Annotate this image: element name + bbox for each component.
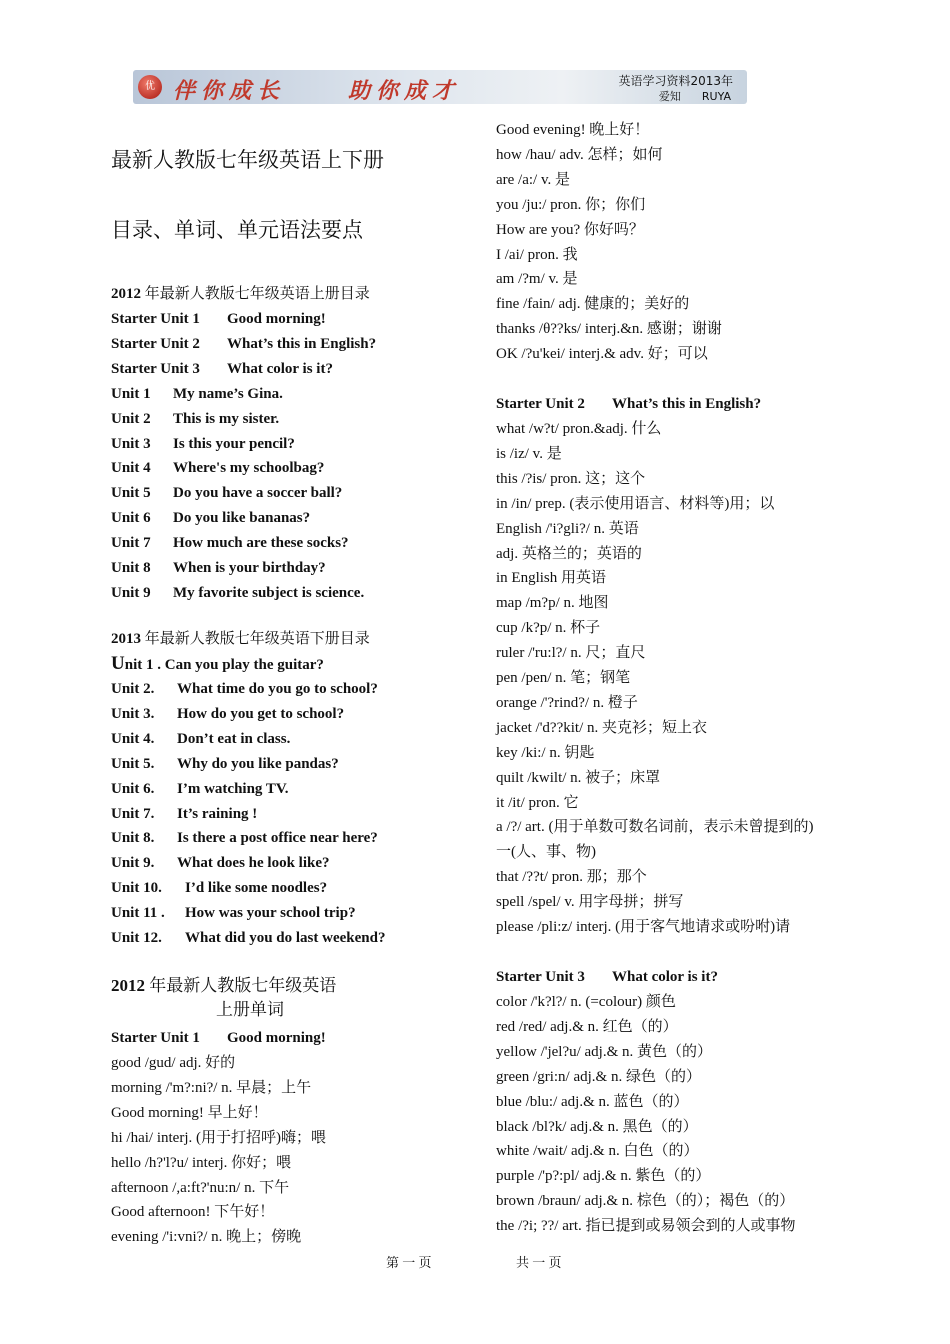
vocab-word: 一(人、事、物) <box>496 844 596 861</box>
toc2-title: How was your school trip? <box>185 905 356 922</box>
toc2-item <box>111 904 356 922</box>
toc1-item <box>111 584 364 602</box>
toc2-item <box>111 929 385 947</box>
vocab-word: color /'k?l?/ n. (=colour) 颜色 <box>496 994 676 1010</box>
toc2-item <box>111 805 257 823</box>
vocab-word: I /ai/ pron. 我 <box>496 246 578 263</box>
vocab-word: am /?m/ v. 是 <box>496 271 578 288</box>
su1-heading-unit: Starter Unit 1 <box>111 1030 200 1046</box>
toc2-unit: Unit 10. <box>111 880 162 897</box>
su1-heading-title: Good morning! <box>227 1030 326 1046</box>
header-banner <box>133 70 747 104</box>
vocab-word: white /wait/ adj.& n. 白色（的） <box>496 1143 699 1160</box>
vocab-word: the /?i; ??/ art. 指已提到或易领会到的人或事物 <box>496 1218 796 1235</box>
vocab-word: green /gri:n/ adj.& n. 绿色（的） <box>496 1068 701 1085</box>
toc1-heading <box>111 285 370 303</box>
toc2-item <box>111 854 330 872</box>
banner-info-line2: 爱知 RUYA <box>658 90 731 103</box>
vocab-word: Good evening! 晚上好！ <box>496 122 650 138</box>
vocab-word: it /it/ pron. 它 <box>496 794 579 811</box>
toc2-first-letter: U <box>111 653 125 674</box>
toc2-unit: Unit 5. <box>111 755 155 772</box>
toc2-item <box>111 655 324 674</box>
toc2-unit: Unit 2. <box>111 681 155 697</box>
toc1-item <box>111 484 342 502</box>
vocab-word: that /??t/ pron. 那；那个 <box>496 869 647 886</box>
su3-heading <box>496 968 718 986</box>
footer-total: 共 一 页 <box>516 1255 562 1270</box>
toc2-unit: Unit 12. <box>111 930 162 946</box>
vocab-word: black /bl?k/ adj.& n. 黑色（的） <box>496 1118 698 1135</box>
toc1-title: Is this your pencil? <box>173 435 295 452</box>
toc1-item <box>111 360 333 378</box>
toc2-unit: Unit 9. <box>111 855 155 872</box>
toc1-item <box>111 310 326 328</box>
toc1-title: What’s this in English? <box>227 335 377 352</box>
su3-heading-unit: Starter Unit 3 <box>496 969 585 985</box>
vocab-word: thanks /θ??ks/ interj.&n. 感谢；谢谢 <box>496 321 722 338</box>
toc2-unit: Unit 8. <box>111 830 155 847</box>
vocab-word: blue /blu:/ adj.& n. 蓝色（的） <box>496 1093 689 1110</box>
toc1-unit: Unit 4 <box>111 460 151 477</box>
vocab-word: evening /'i:vni?/ n. 晚上；傍晚 <box>111 1229 302 1246</box>
toc1-title: Where's my schoolbag? <box>173 460 325 477</box>
toc2-title: What time do you go to school? <box>177 681 378 697</box>
banner-info-line1: 英语学习资料2013年 <box>618 74 733 88</box>
vocab-word: afternoon /,a:ft?'nu:n/ n. 下午 <box>111 1179 290 1196</box>
toc1-item <box>111 459 324 477</box>
toc1-item <box>111 509 310 527</box>
toc2-item <box>111 829 378 847</box>
toc2-title: How do you get to school? <box>177 705 345 722</box>
vocab-word: pen /pen/ n. 笔；钢笔 <box>496 670 631 686</box>
toc2-unit: Unit 11 . <box>111 905 165 922</box>
toc1-unit: Starter Unit 1 <box>111 311 200 327</box>
toc2-item <box>111 680 378 698</box>
toc1-title: What color is it? <box>227 360 333 377</box>
vocab-word: red /red/ adj.& n. 红色（的） <box>496 1018 678 1035</box>
toc1-unit: Unit 7 <box>111 535 151 552</box>
vocab-heading-line2: 上册单词 <box>216 1000 284 1019</box>
toc2-first-text: nit 1 . Can you play the guitar? <box>124 657 324 673</box>
vocab-word: Good morning! 早上好！ <box>111 1104 268 1121</box>
toc1-title: My favorite subject is science. <box>173 584 365 601</box>
toc1-title: This is my sister. <box>173 410 280 427</box>
toc1-title: Good morning! <box>227 311 326 327</box>
toc2-unit: Unit 4. <box>111 730 155 747</box>
toc1-unit: Unit 2 <box>111 410 151 427</box>
vocab-word: is /iz/ v. 是 <box>496 445 562 462</box>
toc1-heading-year: 2012 <box>111 286 141 302</box>
toc1-unit: Unit 3 <box>111 435 151 452</box>
vocab-word: in /in/ prep. (表示使用语言、材料等)用；以 <box>496 495 775 512</box>
toc1-item <box>111 335 376 353</box>
toc2-title: Why do you like pandas? <box>177 755 339 772</box>
vocab-word: fine /fain/ adj. 健康的；美好的 <box>496 296 690 313</box>
toc1-item <box>111 559 326 577</box>
vocab-word: brown /braun/ adj.& n. 棕色（的）；褐色（的） <box>496 1193 795 1210</box>
su2-heading <box>496 395 761 413</box>
toc2-title: I’d like some noodles? <box>185 880 328 897</box>
toc2-unit: Unit 3. <box>111 705 155 722</box>
vocab-heading <box>111 975 336 997</box>
toc2-title: What did you do last weekend? <box>185 930 386 946</box>
vocab-word: how /hau/ adv. 怎样；如何 <box>496 146 663 163</box>
su2-heading-title: What’s this in English? <box>612 396 762 412</box>
vocab-word: in English 用英语 <box>496 570 607 587</box>
toc2-heading-year: 2013 <box>111 631 141 647</box>
toc2-unit: Unit 7. <box>111 805 155 822</box>
vocab-word: are /a:/ v. 是 <box>496 171 570 188</box>
vocab-word: you /ju:/ pron. 你；你们 <box>496 196 646 213</box>
toc1-heading-text: 年最新人教版七年级英语上册目录 <box>141 286 370 302</box>
vocab-heading-text: 年最新人教版七年级英语 <box>145 976 337 995</box>
vocab-word: adj. 英格兰的；英语的 <box>496 545 642 562</box>
toc1-unit: Starter Unit 3 <box>111 360 200 377</box>
toc2-title: It’s raining ! <box>177 805 258 822</box>
vocab-word: please /pli:z/ interj. (用于客气地请求或吩咐)请 <box>496 919 791 935</box>
vocab-word: Good afternoon! 下午好！ <box>111 1204 275 1221</box>
toc1-item <box>111 385 283 403</box>
toc2-title: Don’t eat in class. <box>177 730 291 747</box>
vocab-word: English /'i?gli?/ n. 英语 <box>496 520 639 537</box>
vocab-word: yellow /'jel?u/ adj.& n. 黄色（的） <box>496 1043 713 1060</box>
toc2-title: What does he look like? <box>177 855 330 872</box>
vocab-word: purple /'p?:pl/ adj.& n. 紫色（的） <box>496 1168 711 1185</box>
toc2-unit: Unit 6. <box>111 780 155 797</box>
toc1-unit: Starter Unit 2 <box>111 335 200 352</box>
vocab-word: cup /k?p/ n. 杯子 <box>496 620 601 637</box>
vocab-word: OK /?u'kei/ interj.& adv. 好；可以 <box>496 346 708 363</box>
toc1-item <box>111 410 279 428</box>
toc1-unit: Unit 5 <box>111 485 151 502</box>
vocab-word: this /?is/ pron. 这；这个 <box>496 470 646 487</box>
toc1-title: My name’s Gina. <box>173 385 283 402</box>
vocab-word: a /?/ art. (用于单数可数名词前，表示未曾提到的) <box>496 819 814 836</box>
su1-heading <box>111 1029 326 1047</box>
toc2-heading-text: 年最新人教版七年级英语下册目录 <box>141 631 370 647</box>
vocab-word: ruler /'ru:l?/ n. 尺；直尺 <box>496 645 646 662</box>
toc1-title: When is your birthday? <box>173 560 326 576</box>
banner-logo: 优 <box>138 75 162 99</box>
toc2-title: I’m watching TV. <box>177 780 289 797</box>
toc1-item <box>111 534 349 552</box>
vocab-heading-year: 2012 <box>111 976 145 995</box>
banner-slogan-left: 伴你成长 <box>173 78 286 104</box>
toc2-title: Is there a post office near here? <box>177 830 378 847</box>
toc1-unit: Unit 1 <box>111 385 151 402</box>
toc1-unit: Unit 9 <box>111 584 151 601</box>
toc1-title: Do you like bananas? <box>173 510 311 527</box>
toc2-item <box>111 730 290 748</box>
toc2-item <box>111 705 344 723</box>
doc-title-2: 目录、单词、单元语法要点 <box>111 218 363 242</box>
vocab-word: hello /h?'l?u/ interj. 你好；喂 <box>111 1154 292 1171</box>
toc2-item <box>111 780 289 798</box>
toc1-title: How much are these socks? <box>173 535 349 552</box>
toc1-unit: Unit 6 <box>111 510 151 527</box>
vocab-word: morning /'m?:ni?/ n. 早晨；上午 <box>111 1079 312 1096</box>
toc1-unit: Unit 8 <box>111 560 151 576</box>
vocab-word: jacket /'d??kit/ n. 夹克衫；短上衣 <box>496 719 707 736</box>
toc2-heading <box>111 630 370 648</box>
vocab-word: quilt /kwilt/ n. 被子；床罩 <box>496 769 661 786</box>
vocab-word: How are you? 你好吗？ <box>496 221 644 238</box>
toc2-item <box>111 879 327 897</box>
su2-heading-unit: Starter Unit 2 <box>496 396 585 412</box>
vocab-word: map /m?p/ n. 地图 <box>496 595 609 612</box>
vocab-word: key /ki:/ n. 钥匙 <box>496 744 595 761</box>
su3-heading-title: What color is it? <box>612 969 718 985</box>
vocab-word: hi /hai/ interj. (用于打招呼)嗨；喂 <box>111 1129 326 1146</box>
toc1-item <box>111 435 295 453</box>
vocab-word: good /gud/ adj. 好的 <box>111 1055 236 1071</box>
vocab-word: orange /'?rind?/ n. 橙子 <box>496 694 638 711</box>
footer-page: 第 一 页 <box>386 1255 432 1270</box>
doc-title-1: 最新人教版七年级英语上下册 <box>111 148 384 172</box>
toc1-title: Do you have a soccer ball? <box>173 485 343 502</box>
banner-slogan-right: 助你成才 <box>348 78 461 104</box>
vocab-word: spell /spel/ v. 用字母拼；拼写 <box>496 894 684 911</box>
toc2-item <box>111 755 339 773</box>
vocab-word: what /w?t/ pron.&adj. 什么 <box>496 421 662 437</box>
